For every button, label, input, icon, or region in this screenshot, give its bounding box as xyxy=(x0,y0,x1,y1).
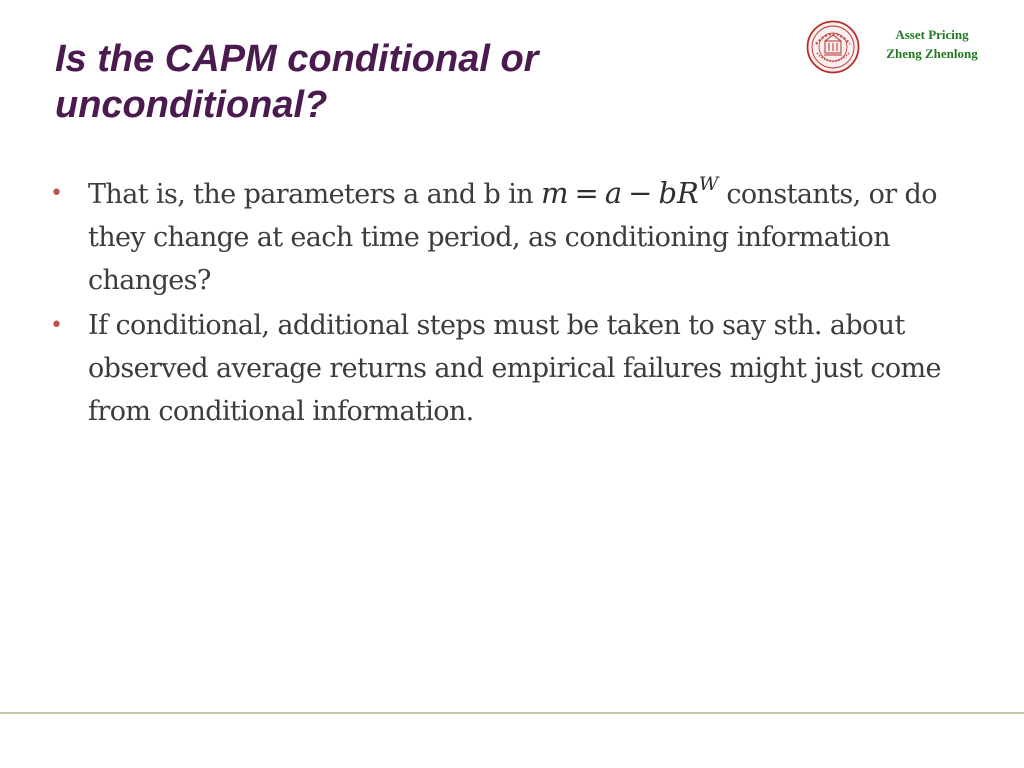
bullet-item xyxy=(48,304,968,433)
bullet-text-lead: That is, the parameters a and b in xyxy=(88,179,542,210)
formula-superscript: W xyxy=(698,173,719,195)
formula-equals: = xyxy=(574,176,599,210)
bullet-item xyxy=(48,172,968,302)
university-seal-icon xyxy=(806,20,860,74)
formula-bR: bR xyxy=(658,176,699,210)
slide-title: Is the CAPM conditional or unconditional? xyxy=(55,38,539,126)
bullet-list xyxy=(48,172,968,435)
formula-m: m xyxy=(541,176,569,210)
header-branding xyxy=(806,20,1006,76)
bullet-marker-icon: • xyxy=(50,181,63,206)
footer-divider xyxy=(0,712,1024,714)
bullet-text-tail: constants, or do they change at each time period, as conditioning information changes? xyxy=(88,179,937,296)
course-byline xyxy=(862,25,1002,63)
author-name: Zheng Zhenlong xyxy=(886,46,978,61)
formula-a: a xyxy=(604,176,623,210)
formula-minus: − xyxy=(628,176,653,210)
bullet-marker-icon: • xyxy=(50,313,63,338)
formula-sdf xyxy=(541,173,719,210)
course-name: Asset Pricing xyxy=(895,27,969,42)
bullet-text: If conditional, additional steps must be taken to say sth. about observed average returns and empirical failures might just come from conditional information. xyxy=(88,310,941,427)
